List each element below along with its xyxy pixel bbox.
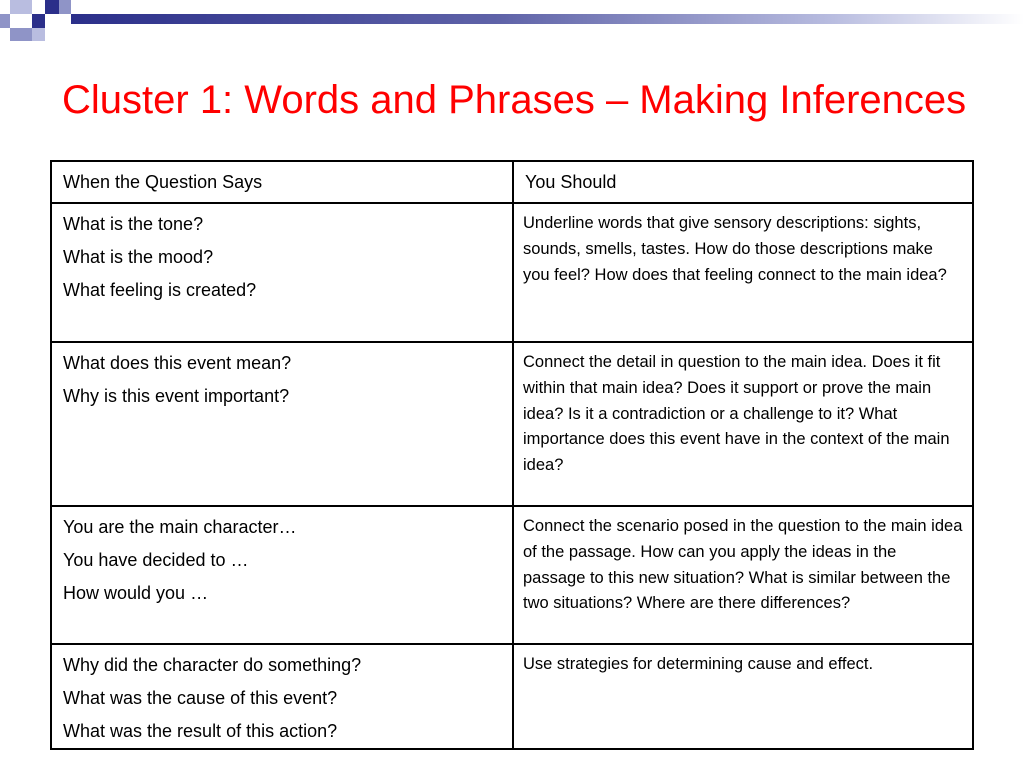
answer-text: Use strategies for determining cause and effect. [523,655,874,673]
question-list [52,645,512,748]
question-text: What is the mood? [63,247,214,267]
slide-title: Cluster 1: Words and Phrases – Making Inferences [62,77,967,122]
decorative-square [10,28,32,41]
answer-text: Underline words that give sensory descriptions: sights, sounds, smells, tastes. How do those descriptions make you feel? How does that feeling connect to the main idea? [523,214,947,284]
decorative-square [0,14,10,28]
table-row [51,203,973,342]
table-row [51,644,973,749]
inference-table [50,160,974,750]
question-text: You are the main character… [63,517,297,537]
question-text: Why did the character do something? [63,655,362,675]
question-text: What is the tone? [63,214,204,234]
table-header-row [51,161,973,203]
decorative-square [32,28,45,41]
question-text: How would you … [63,583,209,603]
table-row [51,342,973,506]
decorative-square [32,14,45,28]
answer-text: Connect the scenario posed in the question to the main idea of the passage. How can you apply the ideas in the passage to this new situation? What is similar between the two situations? Where are there differences? [523,517,963,613]
table-row [51,506,973,644]
column-header-action: You Should [525,172,617,192]
decorative-square [10,0,32,14]
question-list [52,204,512,307]
question-text: What was the cause of this event? [63,688,338,708]
question-text: Why is this event important? [63,386,290,406]
column-header-question: When the Question Says [63,172,263,192]
header-gradient-bar [71,14,1024,24]
question-text: What feeling is created? [63,280,257,300]
decorative-square [45,0,59,14]
question-list [52,343,512,413]
question-text: You have decided to … [63,550,249,570]
question-text: What does this event mean? [63,353,292,373]
answer-text: Connect the detail in question to the main idea. Does it fit within that main idea? Does it support or prove the main idea? Is it a contradiction or a challenge to it? What importance does this event have in the context of the main idea? [523,353,950,475]
question-list [52,507,512,610]
question-text: What was the result of this action? [63,721,338,741]
decorative-square [59,0,71,14]
